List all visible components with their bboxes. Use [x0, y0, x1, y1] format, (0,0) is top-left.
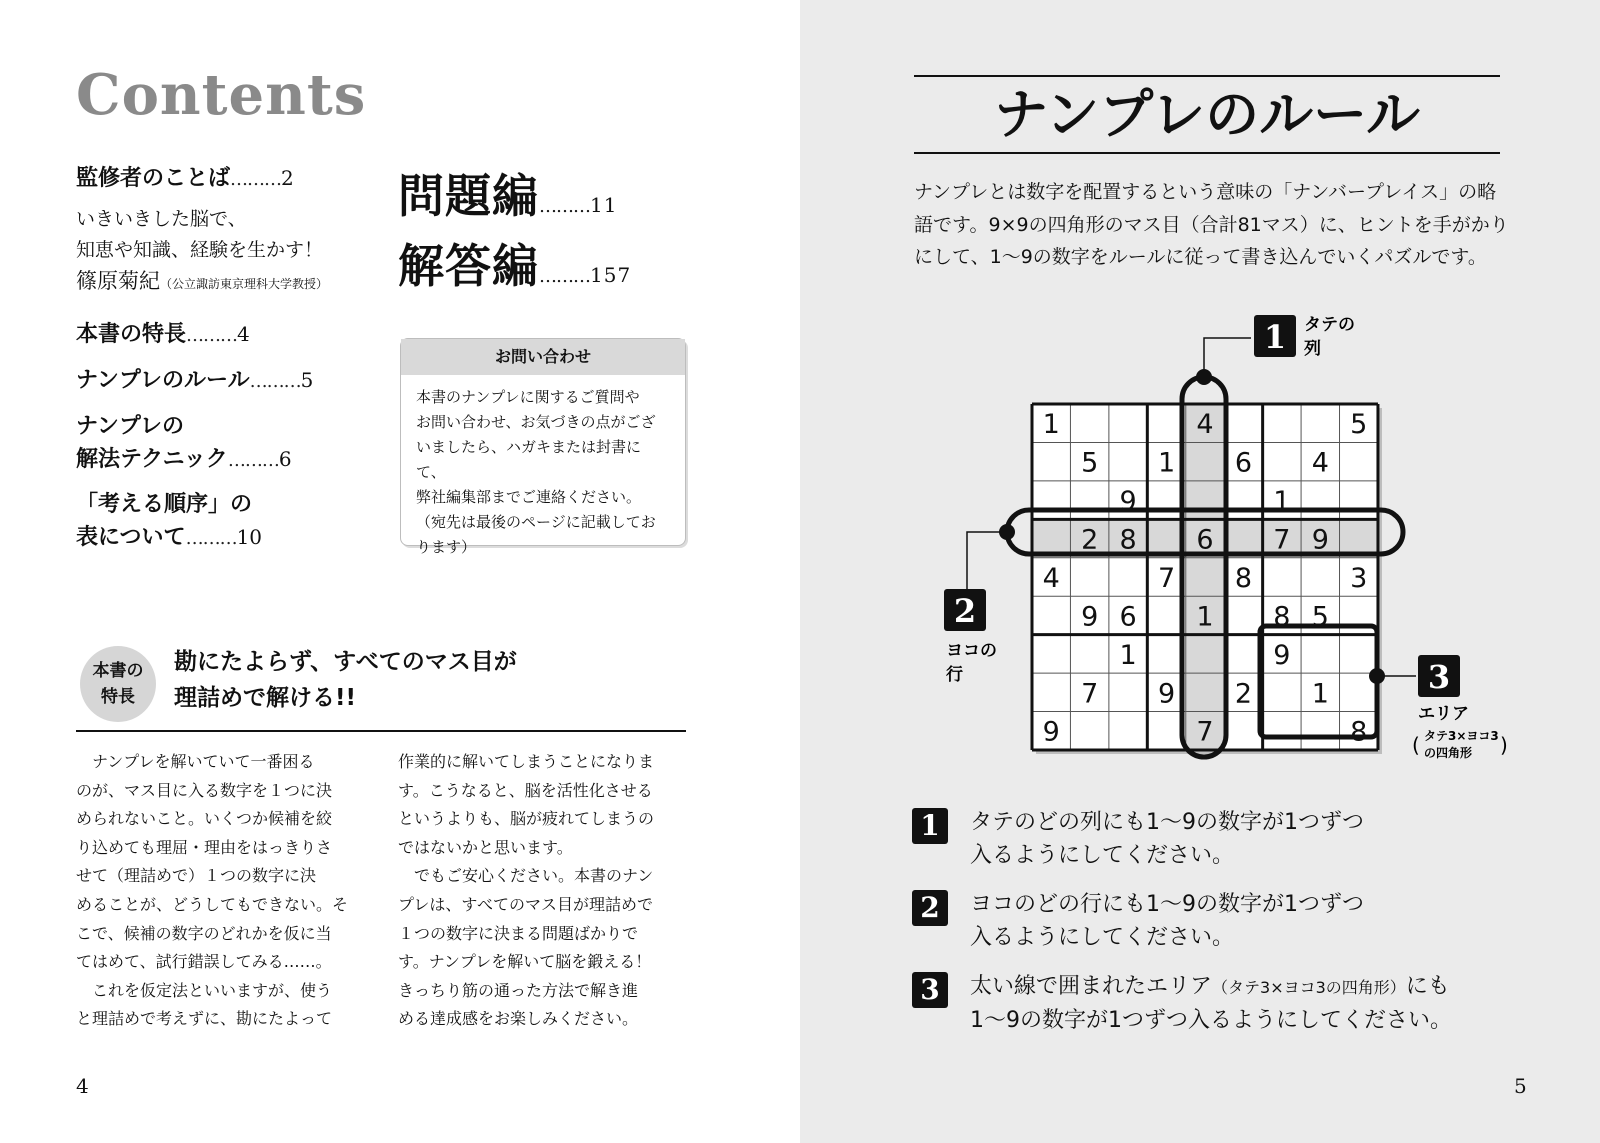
grid-digit: 7 [1081, 678, 1099, 710]
grid-digit: 9 [1119, 486, 1137, 518]
toc-page: 11 [590, 193, 618, 217]
body-column-2 [398, 748, 694, 1034]
callout-2-number: 2 [953, 592, 977, 630]
page-number-right: 5 [1514, 1074, 1527, 1098]
grid-digit: 9 [1157, 678, 1176, 710]
rule-line: ヨコのどの行にも1〜9の数字が1つずつ [970, 892, 1364, 917]
toc-label: 本書の特長 [76, 322, 187, 347]
toc-label: 「考える順序」の [76, 492, 253, 517]
toc-entry-features[interactable] [76, 318, 250, 352]
rule-line: タテのどの列にも1〜9の数字が1つずつ [970, 810, 1364, 835]
highlight-cell [1186, 558, 1224, 596]
inquiry-line: いましたら、ハガキまたは封書にて、 [416, 438, 642, 481]
toc-label: ナンプレのルール [76, 368, 250, 393]
toc-dots: ……… [186, 325, 238, 346]
inquiry-line: お問い合わせ、お気づきの点がござ [416, 413, 656, 431]
subtitle-line: いきいきした脳で、 [76, 208, 247, 230]
grid-digit: 7 [1196, 716, 1214, 748]
subtitle-line: 知恵や知識、経験を生かす！ [76, 239, 324, 261]
toc-dots: ……… [227, 450, 279, 471]
body-line: められないこと。いくつか候補を絞 [76, 809, 333, 829]
body-column-1 [76, 748, 372, 1034]
sudoku-diagram [800, 0, 1600, 800]
feature-title [174, 644, 517, 716]
feature-title-line: 理詰めで解ける!! [174, 685, 356, 711]
grid-digit: 8 [1234, 562, 1253, 594]
rule-3-number: 3 [912, 972, 948, 1008]
rule-3 [912, 970, 1452, 1037]
callout-3-label: エリア [1418, 704, 1469, 724]
section-label: 問題編 [398, 169, 539, 223]
grid-digit: 2 [1081, 524, 1099, 556]
toc-label: 監修者のことば [76, 166, 231, 191]
rule-2 [912, 888, 1364, 954]
inquiry-body [401, 375, 685, 570]
body-line: きっちり筋の通った方法で解き進 [398, 980, 639, 1000]
rule-note: （タテ3×ヨコ3の四角形） [1212, 978, 1406, 997]
grid-digit: 6 [1196, 524, 1214, 556]
grid-digit: 6 [1119, 601, 1137, 633]
rule-line: 入るようにしてください。 [970, 925, 1235, 950]
body-line: こで、候補の数字のどれかを仮に当 [76, 923, 332, 943]
grid-digit: 1 [1311, 678, 1329, 710]
grid-digit: 8 [1119, 524, 1137, 556]
rule-line: 太い線で囲まれたエリア [970, 974, 1213, 999]
rule-1-number: 1 [912, 808, 948, 844]
intro-line: 語です。9×9の四角形のマス目（合計81マス）に、ヒントを手がかり [914, 213, 1509, 236]
supervisor-message [76, 204, 328, 300]
highlight-cell [1186, 635, 1224, 673]
toc-label: 表について [76, 525, 186, 550]
callout-2-label: ヨコの [946, 641, 997, 661]
toc-page: 157 [590, 263, 632, 287]
callout-2-label: 行 [946, 665, 963, 685]
grid-digit: 7 [1273, 524, 1291, 556]
inquiry-box [400, 338, 686, 556]
toc-entry-answers[interactable] [398, 230, 631, 296]
grid-digit: 4 [1196, 409, 1214, 441]
grid-digit: 2 [1234, 678, 1253, 710]
inquiry-line: 弊社編集部までご連絡ください。 [416, 488, 642, 506]
body-line: プレは、すべてのマス目が理詰めで [398, 894, 654, 914]
rule-1-text [970, 806, 1364, 872]
inquiry-line: （宛先は最後のページに記載してお [416, 513, 656, 531]
right-page [800, 0, 1600, 1143]
body-line: 作業的に解いてしまうことになりま [398, 752, 655, 771]
toc-entry-rules[interactable] [76, 364, 313, 398]
grid-digit: 9 [1311, 524, 1329, 556]
body-line: １つの数字に決まる問題ばかりで [398, 923, 639, 943]
badge-line: 特長 [101, 687, 135, 707]
grid-digit: 6 [1234, 447, 1253, 479]
inquiry-line: 本書のナンプレに関するご質問や [416, 388, 640, 406]
body-line: せて（理詰めで）１つの数字に決 [76, 866, 317, 886]
row-leader-dot [999, 524, 1015, 540]
grid-digit: 1 [1196, 601, 1214, 633]
toc-page: 6 [278, 447, 292, 471]
toc-page: 5 [300, 368, 314, 392]
toc-page: 2 [281, 166, 294, 190]
callout-3-note: タテ3×ヨコ3 [1424, 729, 1499, 743]
body-line: す。こうなると、脳を活性化させる [398, 780, 653, 800]
highlight-cell [1186, 481, 1224, 519]
grid-digit: 9 [1081, 601, 1099, 633]
grid-digit: 9 [1042, 716, 1060, 748]
feature-title-line: 勘にたよらず、すべてのマス目が [174, 649, 517, 675]
body-line: というよりも、脳が疲れてしまうの [398, 809, 655, 829]
grid-digit: 3 [1350, 562, 1368, 594]
toc-dots: ……… [539, 196, 590, 217]
callout-1-number: 1 [1263, 318, 1287, 356]
body-line: ナンプレを解いていて一番困る [76, 752, 315, 771]
body-line: めることが、どうしてもできない。そ [76, 894, 349, 914]
rule-3-text [970, 970, 1452, 1037]
grid-digit: 5 [1350, 409, 1368, 441]
column-leader-dot [1196, 369, 1212, 385]
grid-digit: 1 [1157, 447, 1176, 479]
body-line: これを仮定法といいますが、使う [76, 980, 333, 1000]
body-line: と理詰めで考えずに、勘にたよって [76, 1009, 333, 1029]
grid-digit: 4 [1042, 562, 1060, 594]
body-line: てはめて、試行錯誤してみる……。 [76, 952, 332, 972]
callout-3-number: 3 [1427, 658, 1451, 696]
grid-digit: 1 [1273, 486, 1291, 518]
feature-badge [80, 646, 156, 722]
contents-title: Contents [76, 62, 367, 128]
inquiry-title: お問い合わせ [401, 339, 685, 375]
intro-line: にして、1〜9の数字をルールに従って書き込んでいくパズルです。 [914, 246, 1487, 268]
grid-digit: 9 [1273, 639, 1291, 671]
body-line: でもご安心ください。本書のナン [398, 866, 654, 886]
toc-dots: ……… [230, 169, 282, 190]
rule-line: 入るようにしてください。 [970, 843, 1235, 868]
toc-page: 10 [236, 525, 263, 549]
toc-label: 解法テクニック [76, 447, 228, 472]
body-line: める達成感をお楽しみください。 [398, 1009, 639, 1029]
toc-entry-techniques[interactable] [76, 410, 292, 477]
callout-1-label: タテの [1304, 315, 1355, 335]
grid-digit: 5 [1311, 601, 1329, 633]
grid-digit: 4 [1311, 447, 1329, 479]
page-number-left: 4 [76, 1074, 89, 1098]
inquiry-line: ります） [416, 538, 477, 556]
paren-close: ) [1500, 733, 1508, 757]
toc-page: 4 [237, 322, 250, 346]
row-leader-line [967, 532, 1007, 590]
body-line: のが、マス目に入る数字を１つに決 [76, 780, 333, 800]
toc-dots: ……… [539, 266, 590, 287]
rule-2-number: 2 [912, 890, 948, 926]
toc-label: ナンプレの [76, 414, 185, 439]
toc-entry-order-table[interactable] [76, 488, 262, 555]
grid-digit: 1 [1119, 639, 1137, 671]
highlight-cell [1186, 673, 1224, 711]
toc-dots: ……… [249, 371, 301, 392]
body-line: ではないかと思います。 [398, 837, 573, 857]
toc-entry-supervisor[interactable] [76, 162, 294, 196]
body-line: り込めても理屈・理由をはっきりさ [76, 837, 333, 857]
divider [76, 730, 686, 732]
rule-1 [912, 806, 1364, 872]
rule-line: 1〜9の数字が1つずつ入るようにしてください。 [970, 1008, 1452, 1033]
callout-1-label: 列 [1304, 339, 1321, 359]
page-title: ナンプレのルール [993, 83, 1421, 146]
callout-3-note: の四角形 [1424, 746, 1473, 760]
section-label: 解答編 [398, 239, 539, 293]
author-affiliation: （公立諏訪東京理科大学教授） [160, 277, 329, 291]
badge-line: 本書の [92, 661, 144, 681]
rule-line: にも [1405, 974, 1450, 999]
grid-digit: 5 [1081, 447, 1099, 479]
toc-entry-problems[interactable] [398, 160, 617, 226]
paren-open: ( [1412, 733, 1420, 757]
grid-digit: 1 [1042, 409, 1060, 441]
intro-line: ナンプレとは数字を配置するという意味の「ナンバープレイス」の略 [914, 181, 1497, 203]
highlight-cell [1186, 442, 1224, 480]
author-name: 篠原菊紀 [76, 269, 160, 293]
grid-digit: 7 [1157, 562, 1176, 594]
toc-dots: ……… [185, 528, 237, 549]
column-leader-line [1204, 338, 1251, 377]
grid-digit: 8 [1350, 716, 1368, 748]
rule-2-text [970, 888, 1364, 954]
box-leader-dot [1369, 668, 1385, 684]
body-line: す。ナンプレを解いて脳を鍛える！ [398, 952, 652, 972]
grid-digit: 8 [1273, 601, 1291, 633]
